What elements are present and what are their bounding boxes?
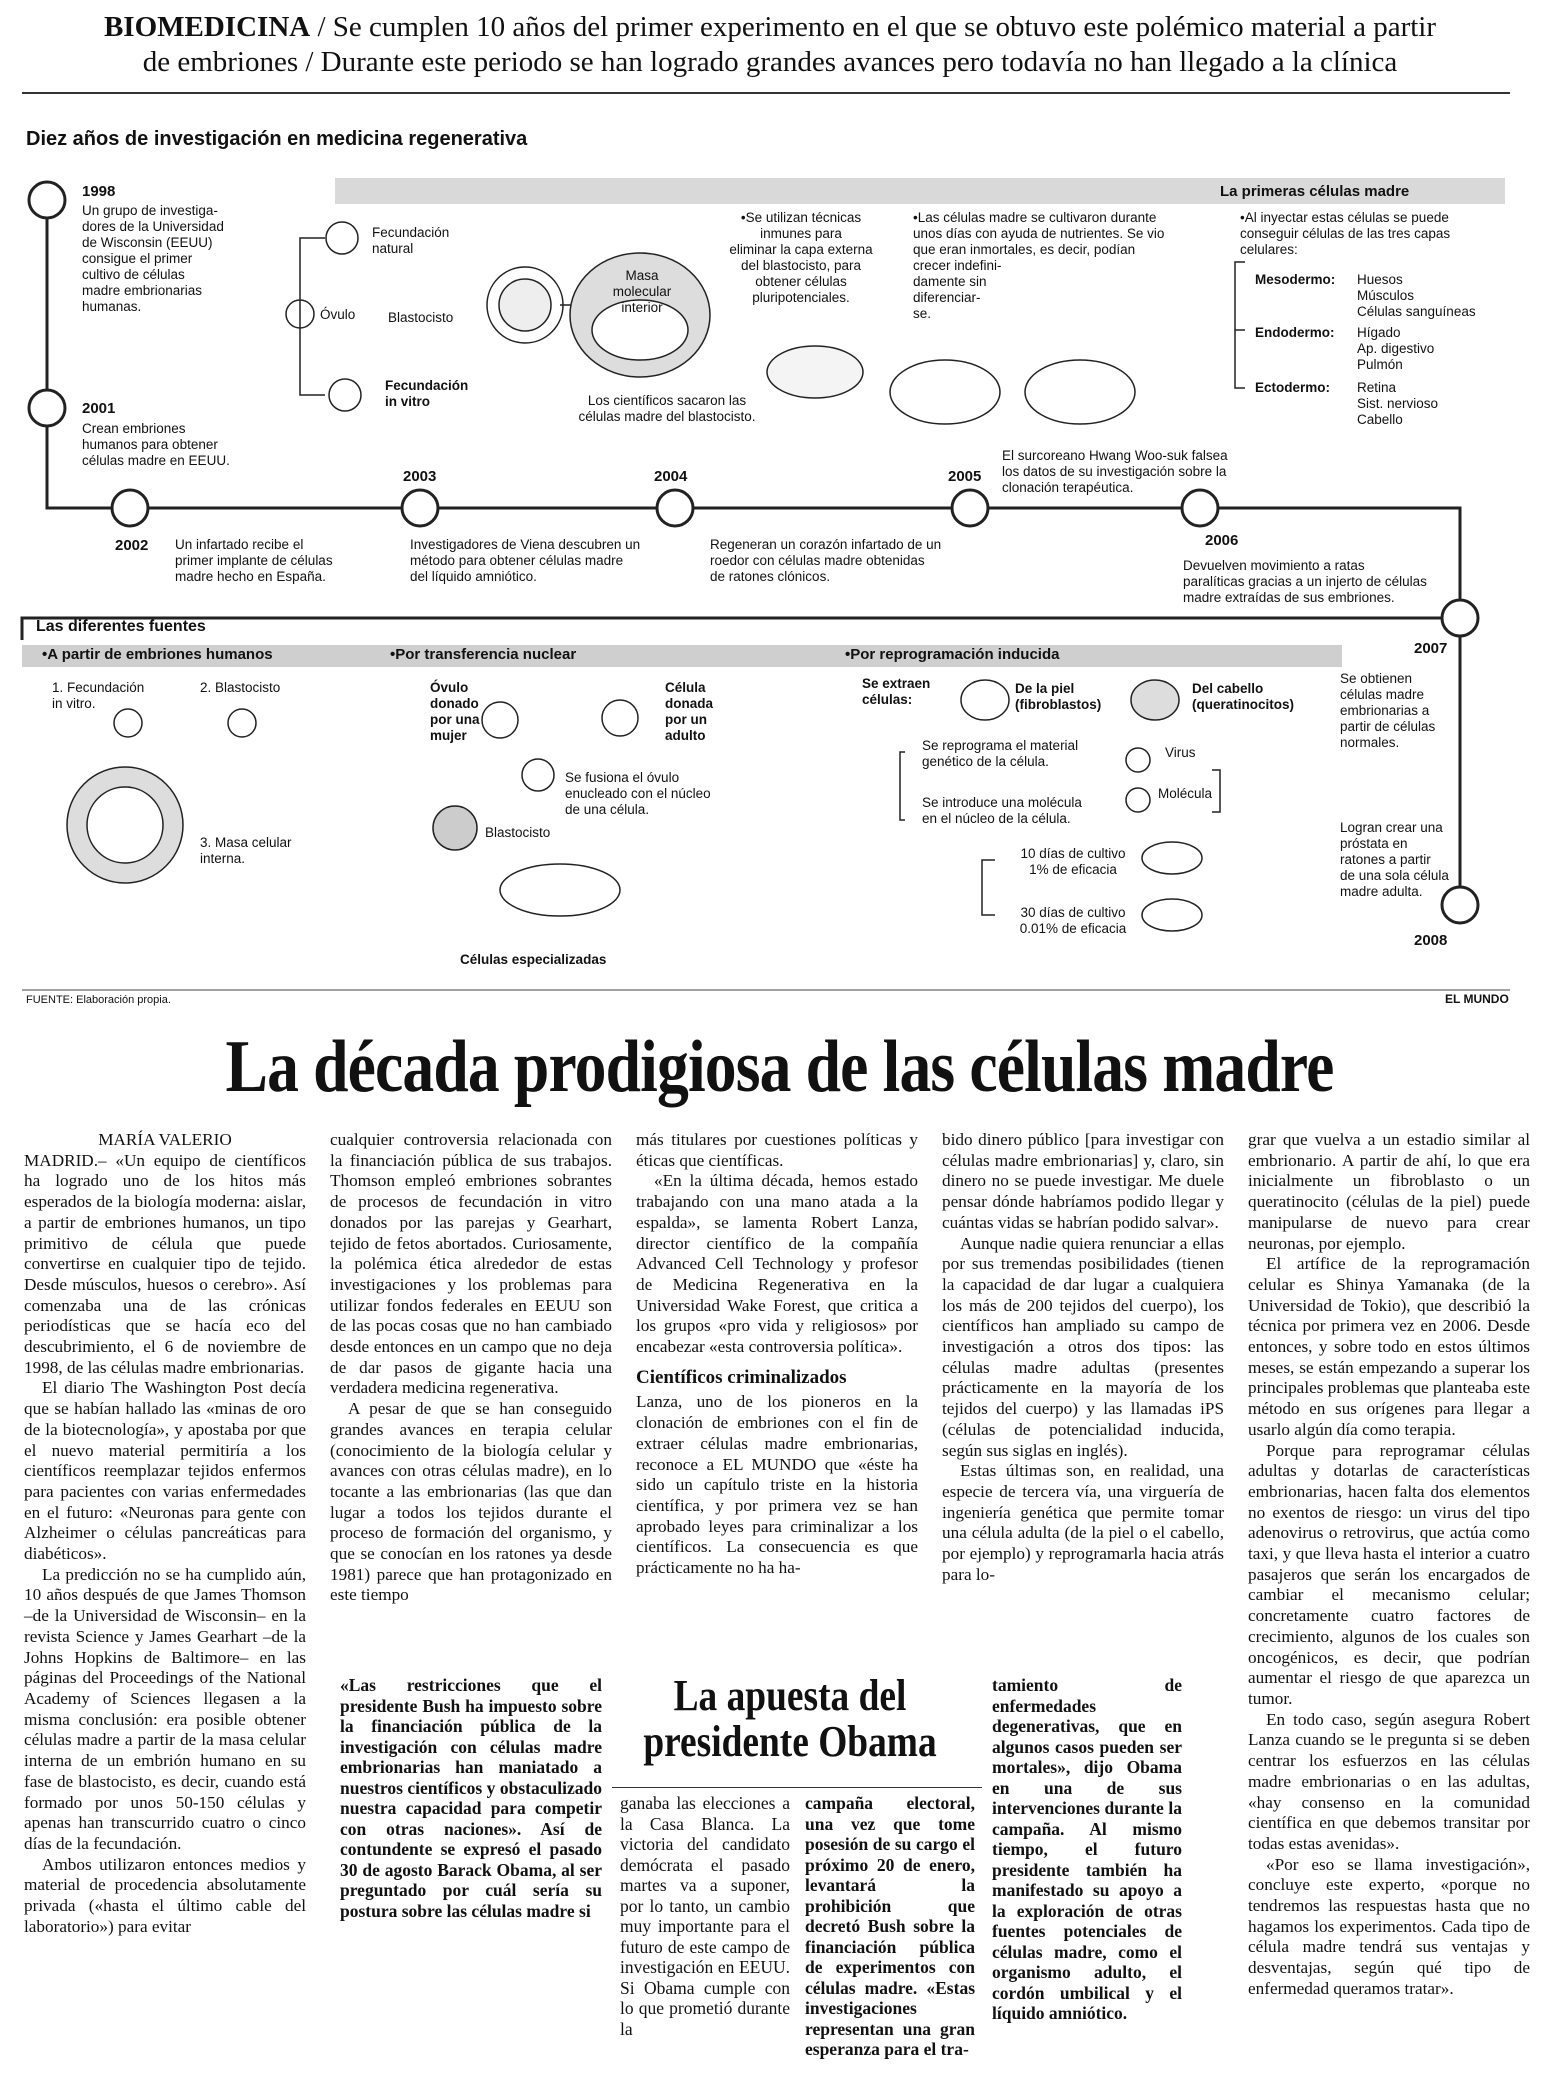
event-2002: Un infartado recibe el primer implante de células madre hecho en España. [175,537,333,584]
label-tecnicas: •Se utilizan técnicas inmunes para eliminar la capa externa del blastocisto, para obtener células pluripotenciales. [729,210,873,305]
article-column-2 [330,1130,612,1606]
label-blastocisto: Blastocisto [388,310,454,325]
article-column-4 [942,1130,1224,1585]
event-2006: Devuelven movimiento a ratas paralíticas gracias a un injerto de células madre extraídas de sus embriones. [1183,558,1427,605]
event-2007: Se obtienen células madre embrionarias a partir de células normales. [1340,671,1436,750]
molecula-label: Molécula [1158,786,1213,801]
col3-p3: Lanza, uno de los pioneros en la clonación de embriones con el fin de extraer células madre embrionarias, reconoce a EL MUNDO que «éste ha sido un capítulo triste en la historia científica, y por primera vez se han aprobado leyes para criminalizar a los científicos. La consecuencia es que prácticamente no ha ha- [636,1392,918,1578]
year-2006: 2006 [1205,532,1239,549]
obama-col-2: ganaba las elecciones a la Casa Blanca. La victoria del candidato demócrata el pasado martes va a suponer, por lo tanto, un cambio muy importante para el futuro de este campo de investigación en EEUU. Si Obama cumple con lo que prometió durante la [620,1793,790,2039]
cultivo-bracket [982,860,995,915]
col5-p3: Porque para reprogramar células adultas y dotarlas de características embrionarias, hacen falta dos elementos no exentos de riesgo: un virus del tipo adenovirus o retrovirus, que actúa como taxi, y que lleva hasta el interior a cuatro pasajeros que serán los encargados de cambiar el mecanismo celular; concretamente cuatro factores de crecimiento, algunos de los cuales son oncogénicos, es decir, que podrían aumentar el riesgo de que aparezca un tumor. [1248,1440,1530,1708]
label-fec-natural: Fecundación natural [372,225,450,256]
col5-p5: «Por eso se llama investigación», concluye este experto, «porque no tendremos las respuestas hasta que no hagamos los experimentos. Cada tipo de célula madre tendrá sus ventajas y desventajas, según qué tipo de enfermedad queramos tratar». [1248,1854,1530,1998]
especializadas-dish [500,864,620,916]
label-ovulo: Óvulo [320,307,356,322]
year-circle-2003 [402,490,438,526]
year-2004: 2004 [654,468,688,485]
endodermo-items: Hígado Ap. digestivo Pulmón [1357,325,1435,372]
event-2001: Crean embriones humanos para obtener células madre en EEUU. [82,421,230,468]
section-label: BIOMEDICINA [103,11,311,43]
petri-dish-2 [1025,360,1135,424]
year-circle-1998 [29,182,65,218]
reprog-bracket [900,752,905,820]
reprograma-label: Se reprograma el material genético de la célula. [922,738,1079,769]
label-endodermo: Endodermo: [1255,325,1335,340]
introduce-label: Se introduce una molécula en el núcleo de la célula. [922,795,1082,826]
year-2001: 2001 [82,400,116,417]
col2-p1: cualquier controversia relacionada con la financiación pública de sus trabajos. Thomson empleó embriones sobrantes de procesos de fecundación in vitro donados por las parejas y Gearhart, tejido de fetos abortados. Curiosamente, la polémica ética alrededor de estas investigaciones y los problemas para utilizar fondos federales en EEUU son de las pocas cosas que no han cambiado desde entonces en un campo que no deja de dar pasos de gigante hacia una verdadera medicina regenerativa. [330,1130,612,1398]
molecula-cell [1126,788,1150,812]
year-2002: 2002 [115,537,149,554]
celula-donada-label: Célula donada por un adulto [665,680,714,743]
dias10-label: 10 días de cultivo 1% de eficacia [1020,846,1126,877]
col2-p2: A pesar de que se han conseguido grandes avances en terapia celular (conocimiento de la biología celular y avances con otras células madre), en lo tocante a las embrionarias (las que dan lugar a todos los tejidos durante el proceso de formación del organismo, y que se conocían en los ratones ya desde 1981) parece que han protagonizado en este tiempo [330,1399,612,1605]
fibroblasto [961,680,1009,720]
queratinocito [1131,680,1179,720]
cultivo-dish-10 [1142,842,1202,874]
byline: MARÍA VALERIO [98,1130,232,1149]
obama-quote: «Las restricciones que el presidente Bush ha impuesto sobre la financiación pública de la investigación con células madre embrionarias han maniatado a nuestros científicos y obstaculizado nuestra capacidad para competir con otras naciones». Así de contundente se expresó el pasado 30 de agosto Barack Obama, al ser preguntado por cuál sería su postura sobre las células madre si [340,1675,602,1921]
label-sacaron: Los científicos sacaron las células madre del blastocisto. [578,393,756,424]
ectodermo-items: Retina Sist. nervioso Cabello [1357,380,1439,427]
col3-p1: más titulares por cuestiones políticas y éticas que científicas. [636,1130,918,1170]
col5-p4: En todo caso, según asegura Robert Lanza cuando se le pregunta si se deben centrar los esfuerzos en las células madre embrionarias o en las adultas, «hay consenso en la comunidad científica en que debemos transitar por todas estas avenidas». [1248,1709,1530,1853]
fuente-f1: 1. Fecundación in vitro. [52,680,145,711]
col4-p2: Aunque nadie quiera renunciar a ellas por sus tremendas posibilidades (tienen la capacidad de dar lugar a cualquiera los más de 200 tejidos del cuerpo), los científicos han ampliado su campo de investigación a otros dos tipos: las células madre adultas (presentes prácticamente en la mayoría de los tejidos del cuerpo) y las llamadas iPS (células de potencialidad inducida, según sus siglas en inglés). [942,1233,1224,1460]
col4-p3: Estas últimas son, en realidad, una especie de tercera vía, una virguería de ingeniería genética que permite tomar una célula adulta (de la piel o el cabello, por ejemplo) y reprogramarla hacia atrás para lo- [942,1461,1224,1584]
year-circle-2002 [112,490,148,526]
article-column-3 [636,1130,918,1579]
obama-headline-2: presidente Obama [643,1717,937,1766]
petri-dish-1 [890,360,1000,424]
label-fec-vitro: Fecundación in vitro [385,378,469,409]
virus-cell [1126,748,1150,772]
event-2004: Regeneran un corazón infartado de un roedor con células madre obtenidas de ratones clónicos. [710,537,942,584]
article-column-1 [24,1130,306,1937]
col1-p1: MADRID.– «Un equipo de científicos ha logrado uno de los hitos más esperados de la biología moderna: aislar, a partir de embriones humanos, un tipo primitivo de célula que puede convertirse en cualquier tipo de tejido. Desde músculos, huesos o cerebro». Así comenzaba una de las crónicas periodísticas que se hacía eco del descubrimiento, el 6 de noviembre de 1998, de las células madre embrionarias. [24,1150,306,1377]
ovulo-donado-label: Óvulo donado por una mujer [430,680,480,743]
col1-p3: La predicción no se ha cumplido aún, 10 años después de que James Thomson –de la Universidad de Wisconsin– en la revista Science y James Gearhart –de la Johns Hopkins de Baltimore– en las páginas del Proceedings of the National Academy of Sciences llegasen a la misma conclusión: era posible obtener células madre a partir de la masa celular interna de un embrión humano en su fase de blastocisto, es decir, cuando está formado por unos 50-150 células y apenas han transcurrido cuatro o cinco días de la fecundación. [24,1564,306,1853]
year-circle-2005 [952,490,988,526]
year-circle-2001 [29,390,65,426]
fuente-fecundacion [114,709,142,737]
cell-vitro [329,379,361,411]
cell-natural [326,222,358,254]
col1-p4: Ambos utilizaron entonces medios y material de procedencia absolutamente privada («hasta el último cable del laboratorio») para evitar [24,1854,306,1936]
brand-logo: EL MUNDO [1445,992,1509,1006]
ovulo-donado [482,702,518,738]
subhead: Científicos criminalizados [636,1366,847,1388]
source-note: FUENTE: Elaboración propia. [26,994,171,1006]
especializadas-label: Células especializadas [460,952,607,967]
germ-bracket [1235,262,1245,388]
label-mesodermo: Mesodermo: [1255,272,1336,287]
virus-label: Virus [1165,745,1196,760]
col4-p1: bido dinero público [para investigar con células madre embrionarias] y, claro, sin dinero no se puede investigar. Me duele pensar dónde habríamos podido llegar y cuántas vidas se habrían podido salvar». [942,1130,1224,1232]
header-line-2: de embriones / Durante este periodo se han logrado grandes avances pero todavía no han llegado a la clínica [142,46,1398,78]
mesodermo-items: Huesos Músculos Células sanguíneas [1357,272,1476,319]
label-masa: Masa molecular interior [612,268,672,315]
obama-headline [620,1673,960,1765]
ovulo-enucleado [522,759,554,791]
band-embriones: •A partir de embriones humanos [42,646,273,663]
label-inyectar: •Al inyectar estas células se puede conseguir células de las tres capas celulares: [1240,210,1451,257]
col3-p2: «En la última década, hemos estado trabajando con una mano atada a la espalda», se lamenta Robert Lanza, director científico de la compañía Advanced Cell Technology y profesor de Medicina Regenerativa en la Universidad Wake Forest, que critica a los grupos «pro vida y religiosos» por encabezar «esta controversia política». [636,1171,918,1357]
event-2003: Investigadores de Viena descubren un método para obtener células madre del líquido amniótico. [410,537,641,584]
header-line-1: / Se cumplen 10 años del primer experimento en el que se obtuvo este polémico material a partir [310,11,1437,43]
col5-p1: grar que vuelva a un estadio similar al embrionario. A partir de ahí, lo que era inicialmente un fibroblasto o un queratinocito (células de la piel) puede manipularse de nuevo para crear neuronas, por ejemplo. [1248,1130,1530,1253]
year-circle-2004 [657,490,693,526]
fuente-f3: 3. Masa celular interna. [200,835,292,866]
blastocisto-tn [433,806,477,850]
year-2007: 2007 [1414,640,1448,657]
celula-donada [602,700,638,736]
cabello-label: Del cabello (queratinocitos) [1192,681,1295,712]
band-transferencia: •Por transferencia nuclear [390,646,577,663]
event-2005: El surcoreano Hwang Woo-suk falsea los datos de su investigación sobre la clonación terapéutica. [1002,448,1228,495]
primeras-label: La primeras células madre [1220,183,1410,200]
article-headline: La década prodigiosa de las células madre [225,1026,1334,1108]
label-ectodermo: Ectodermo: [1255,380,1331,395]
obama-rule [612,1787,982,1788]
obama-col-3: campaña electoral, una vez que tome posesión de su cargo el próximo 20 de enero, levantará la prohibición que decretó Bush sobre la financiación pública de experimentos con células madre. «Estas investigaciones representan una gran esperanza para el tra- [805,1793,975,2059]
dias30-label: 30 días de cultivo 0.01% de eficacia [1019,905,1127,936]
obama-box [330,1665,1224,2065]
fuente-blastocisto [228,709,256,737]
year-2008: 2008 [1414,932,1448,949]
col5-p2: El artífice de la reprogramación celular es Shinya Yamanaka (de la Universidad de Tokio), que describió la técnica por primera vez en 2006. Desde entonces, y sobre todo en estos últimos meses, se están empezando a superar los principales problemas que planteaba este método en sus orígenes para llegar a usarlo algún día como terapia. [1248,1254,1530,1439]
blastocisto-tn-label: Blastocisto [485,825,551,840]
obama-headline-1: La apuesta del [673,1671,907,1720]
obama-col-4: tamiento de enfermedades degenerativas, que en algunos casos pueden ser mortales», dijo Obama en una de sus intervenciones durante la campaña. Al mismo tiempo, el futuro presidente también ha manifestado su apoyo a la exploración de otras fuentes potenciales de células madre, como el organismo adulto, el cordón umbilical y el líquido amniótico. [992,1675,1182,2023]
year-2003: 2003 [403,468,437,485]
fusiona-label: Se fusiona el óvulo enucleado con el núcleo de una célula. [565,770,711,817]
fuente-f2: 2. Blastocisto [200,680,281,695]
article-column-5 [1248,1130,1530,2000]
infographic-title: Diez años de investigación en medicina regenerativa [26,128,528,150]
event-2008: Logran crear una próstata en ratones a partir de una sola célula madre adulta. [1340,820,1449,899]
piel-label: De la piel (fibroblastos) [1015,681,1102,712]
cell-cluster [767,346,863,398]
col1-p2: El diario The Washington Post decía que se habían hallado las «minas de oro de la biotecnología», y apostaba por que el nuevo material permitiría a los científicos reemplazar tejidos enfermos para pacientes con varias enfermedades en el futuro: «Neuronas para gente con Alzheimer o células pancreáticas para diabéticos». [24,1378,306,1564]
fuentes-title: Las diferentes fuentes [36,618,206,635]
band-reprogramacion: •Por reprogramación inducida [845,646,1060,663]
year-1998: 1998 [82,183,116,200]
se-extraen-label: Se extraen células: [862,676,931,707]
year-2005: 2005 [948,468,982,485]
event-1998: Un grupo de investiga- dores de la Universidad de Wisconsin (EEUU) consigue el primer cultivo de células madre embrionarias humanas. [82,203,224,314]
cultivo-dish-30 [1142,899,1202,931]
label-cultivaron: •Las células madre se cultivaron durante unos días con ayuda de nutrientes. Se vio que eran inmortales, es decir, podían crecer indefini- damente sin diferenciar- se. [913,210,1165,321]
